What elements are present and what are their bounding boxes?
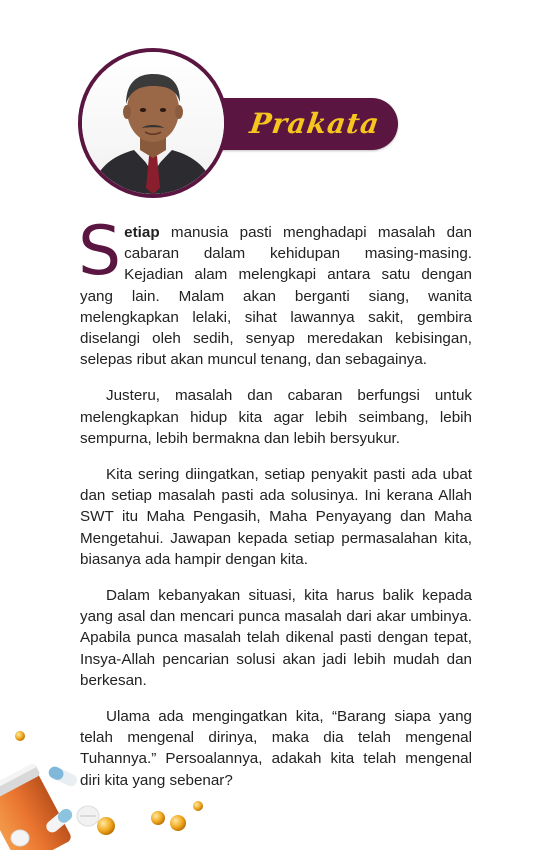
paragraph-5: Ulama ada mengingatkan kita, “Barang siapa yang telah mengenal dirinya, maka dia telah mengenal Tuhannya.” Persoalannya, adakah kita telah mengenal diri kita yang sebenar? bbox=[80, 708, 472, 789]
paragraph-2: Justeru, masalah dan cabaran berfungsi untuk melengkapkan hidup kita agar lebih seimbang, lebih sempurna, lebih bermakna dan lebih bersyukur. bbox=[80, 387, 472, 447]
page-title: Prakata bbox=[247, 107, 382, 140]
paragraph-4: Dalam kebanyakan situasi, kita harus balik kepada yang asal dan mencari punca masalah dari akar umbinya. Apabila punca masalah telah dikenal pasti dengan tepat, Insya-Allah pencarian solusi akan jadi lebih mudah dan berkesan. bbox=[80, 587, 472, 689]
paragraph-1-text: manusia pasti menghadapi masalah dan cabaran dalam kehidupan masing-masing. Kejadian alam melengkapi antara satu dengan yang lain. Malam akan berganti siang, wanita melengkapkan lelaki, sihat lawannya sakit, gembira diselangi oleh sedih, senyap meredakan kebisingan, selepas ribut akan muncul tenang, dan sebagainya. bbox=[80, 224, 472, 369]
medicine-decoration bbox=[0, 720, 260, 850]
header bbox=[0, 0, 550, 205]
drop-cap: S bbox=[78, 212, 122, 291]
lead-word: etiap bbox=[124, 224, 160, 241]
medicine-pills-icon bbox=[0, 720, 260, 850]
portrait bbox=[78, 48, 228, 198]
portrait-photo-icon bbox=[82, 52, 224, 194]
preface-text bbox=[78, 212, 472, 806]
paragraph-1 bbox=[78, 212, 472, 370]
paragraph-3: Kita sering diingatkan, setiap penyakit pasti ada ubat dan setiap masalah pasti ada solusinya. Ini kerana Allah SWT itu Maha Pengasih, Maha Penyayang dan Maha Mengetahui. Jawapan kepada setiap permasalahan kita, biasanya ada hampir dengan kita. bbox=[80, 466, 472, 568]
